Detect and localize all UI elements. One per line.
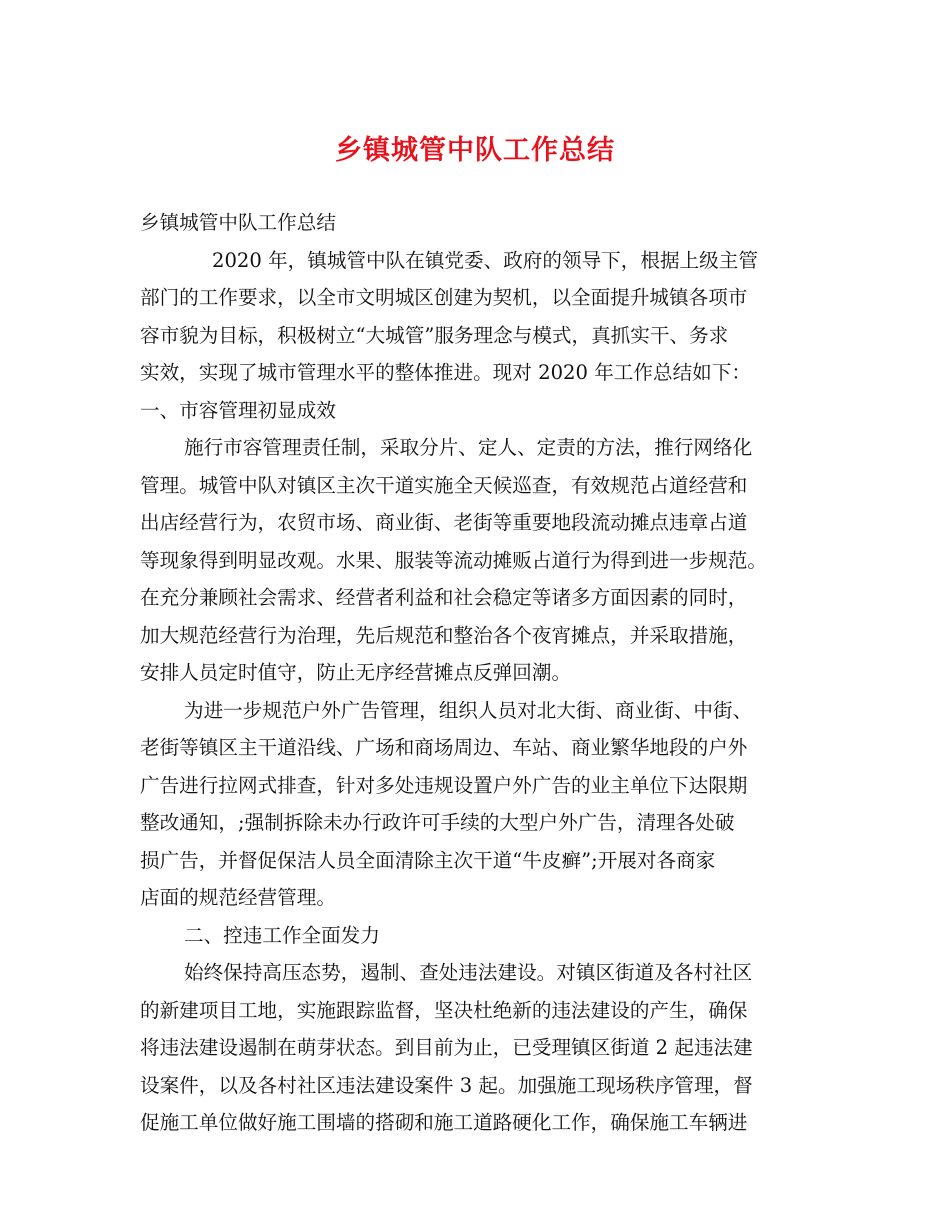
text-line: 整改通知，;强制拆除未办行政许可手续的大型户外广告，清理各处破 [140, 811, 735, 834]
text-line: 部门的工作要求，以全市文明城区创建为契机，以全面提升城镇各项市 [140, 286, 748, 309]
text-line: 设案件，以及各村社区违法建设案件 3 起。加强施工现场秩序管理，督 [140, 1073, 753, 1097]
text-line: 等现象得到明显改观。水果、服装等流动摊贩占道行为得到进一步规范。 [140, 548, 767, 572]
text-line: 为进一步规范户外广告管理，组织人员对北大街、商业街、中街、 [184, 698, 753, 722]
text-line: 损广告，并督促保洁人员全面清除主次干道“牛皮癣”;开展对各商家 [140, 848, 716, 872]
text-line: 在充分兼顾社会需求、经营者利益和社会稳定等诸多方面因素的同时， [140, 586, 748, 609]
text-line: 老街等镇区主干道沿线、广场和商场周边、车站、商业繁华地段的户外 [140, 736, 748, 759]
text-line: 加大规范经营行为治理，先后规范和整治各个夜宵摊点，并采取措施， [140, 623, 748, 647]
document-title: 乡镇城管中队工作总结 [335, 135, 615, 166]
text-line: 广告进行拉网式排查，针对多处违规设置户外广告的业主单位下达限期 [140, 773, 748, 797]
text-line: 店面的规范经营管理。 [140, 886, 336, 909]
text-line: 管理。城管中队对镇区主次干道实施全天候巡查，有效规范占道经营和 [140, 473, 748, 497]
text-line: 始终保持高压态势，遏制、查处违法建设。对镇区街道及各村社区 [184, 961, 753, 984]
text-line: 出店经营行为，农贸市场、商业街、老街等重要地段流动摊点违章占道 [140, 511, 748, 534]
text-line: 2020 年，镇城管中队在镇党委、政府的领导下，根据上级主管 [212, 248, 758, 272]
text-line-subtitle: 乡镇城管中队工作总结 [140, 211, 336, 234]
text-line: 实效，实现了城市管理水平的整体推进。现对 2020 年工作总结如下： [140, 361, 751, 384]
text-line: 的新建项目工地，实施跟踪监督，坚决杜绝新的违法建设的产生，确保 [140, 998, 748, 1022]
document-body [140, 204, 830, 1142]
text-line: 施行市容管理责任制，采取分片、定人、定责的方法，推行网络化 [184, 436, 753, 459]
section-heading: 一、市容管理初显成效 [140, 398, 336, 422]
text-line: 将违法建设遏制在萌芽状态。到目前为止，已受理镇区街道 2 起违法建 [140, 1036, 753, 1059]
text-line: 安排人员定时值守，防止无序经营摊点反弹回潮。 [140, 661, 572, 684]
text-line: 容市貌为目标，积极树立“大城管”服务理念与模式，真抓实干、务求 [140, 323, 729, 347]
section-heading: 二、控违工作全面发力 [184, 923, 380, 947]
text-line: 促施工单位做好施工围墙的搭砌和施工道路硬化工作，确保施工车辆进 [140, 1111, 748, 1134]
